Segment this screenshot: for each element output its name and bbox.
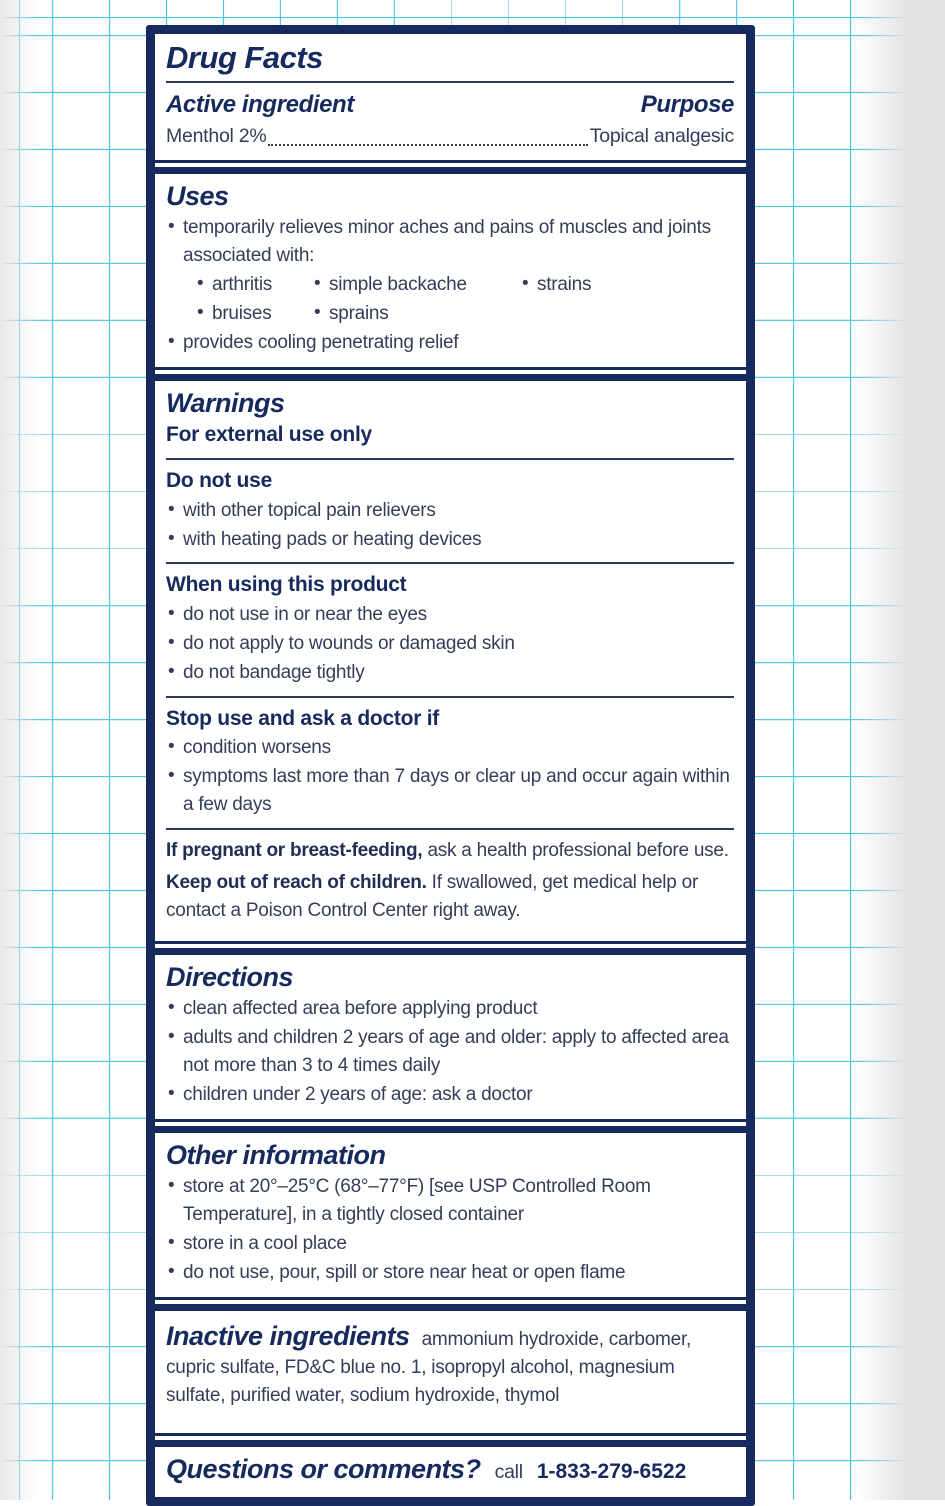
other-information-list (166, 1173, 734, 1287)
section-inactive-ingredients (155, 1311, 746, 1433)
dot-leader (268, 144, 587, 146)
inactive-ingredients-text: ammonium hydroxide, carbomer, cupric sulfate, FD&C blue no. 1, isopropyl alcohol, magnesium sulfate, purified water, sodium hydroxide, thymol (166, 1328, 691, 1406)
pregnancy-warning-bold: If pregnant or breast-feeding, (166, 839, 423, 861)
stop-use-list (166, 734, 734, 819)
section-drug-facts-header (155, 34, 746, 160)
bullet-item: • strains (520, 271, 734, 299)
bullet-item: • do not apply to wounds or damaged skin (166, 630, 734, 658)
uses-sublist-row1 (195, 271, 734, 299)
pregnancy-warning-rest: ask a health professional before use. (422, 839, 729, 861)
drug-facts-label (146, 25, 755, 1506)
uses-list (166, 214, 734, 270)
pregnancy-warning (166, 837, 734, 865)
bullet-item: • simple backache (312, 271, 520, 299)
bullet-item: • arthritis (195, 271, 312, 299)
warnings-rule (166, 696, 734, 698)
purpose-value: Topical analgesic (589, 124, 734, 147)
external-use-note: For external use only (166, 422, 372, 446)
bullet-item: • with other topical pain relievers (166, 497, 734, 525)
section-divider (155, 367, 746, 381)
bullet-item: • store in a cool place (166, 1230, 734, 1258)
questions-row (166, 1453, 686, 1488)
when-using-heading: When using this product (166, 573, 407, 597)
bullet-item: • condition worsens (166, 734, 734, 762)
section-questions (155, 1447, 746, 1497)
directions-list (166, 995, 734, 1109)
warnings-heading: Warnings (166, 387, 285, 418)
bullet-item: • children under 2 years of age: ask a doctor (166, 1081, 734, 1109)
purpose-heading: Purpose (640, 90, 734, 118)
bullet-item: • temporarily relieves minor aches and pains of muscles and joints associated with: (166, 214, 734, 270)
warnings-rule (166, 828, 734, 830)
directions-heading: Directions (166, 961, 294, 992)
section-divider (155, 941, 746, 955)
section-warnings (155, 381, 746, 941)
do-not-use-list (166, 497, 734, 554)
warnings-rule (166, 562, 734, 564)
keep-out-bold: Keep out of reach of children. (166, 871, 427, 893)
questions-heading: Questions or comments? (166, 1453, 481, 1484)
keep-out-of-reach-warning (166, 869, 734, 925)
uses-heading: Uses (166, 180, 229, 211)
drug-facts-title: Drug Facts (166, 40, 323, 75)
section-uses (155, 174, 746, 367)
warnings-rule (166, 458, 734, 460)
bullet-item: • symptoms last more than 7 days or clear up and occur again within a few days (166, 763, 734, 819)
title-underline (166, 81, 734, 83)
call-label: call (494, 1460, 523, 1483)
bullet-item: • sprains (312, 300, 520, 328)
bullet-item: • clean affected area before applying product (166, 995, 734, 1023)
other-information-heading: Other information (166, 1139, 386, 1170)
phone-number: 1-833-279-6522 (536, 1459, 687, 1483)
bullet-item: • do not use in or near the eyes (166, 601, 734, 629)
bullet-item: • bruises (195, 300, 312, 328)
bullet-item: • do not use, pour, spill or store near heat or open flame (166, 1259, 734, 1287)
uses-list-2 (166, 329, 734, 357)
uses-sublist-row2 (195, 300, 734, 328)
do-not-use-heading: Do not use (166, 469, 272, 493)
section-directions (155, 955, 746, 1119)
bullet-item: • provides cooling penetrating relief (166, 329, 734, 357)
bullet-item: • with heating pads or heating devices (166, 526, 734, 554)
keep-out-rest: If swallowed, get medical help or contact a Poison Control Center right away. (166, 871, 699, 921)
stop-use-heading: Stop use and ask a doctor if (166, 706, 440, 730)
section-divider (155, 1119, 746, 1133)
active-ingredient-heading: Active ingredient (166, 90, 354, 118)
when-using-list (166, 601, 734, 687)
inactive-ingredients-paragraph (166, 1320, 734, 1410)
section-divider (155, 160, 746, 174)
section-divider (155, 1433, 746, 1447)
ingredient-purpose-line (166, 122, 734, 151)
section-other-information (155, 1133, 746, 1297)
bullet-item: • store at 20°–25°C (68°–77°F) [see USP Controlled Room Temperature], in a tightly closed container (166, 1173, 734, 1229)
inactive-ingredients-heading: Inactive ingredients (166, 1320, 410, 1351)
active-ingredient-name: Menthol 2% (166, 124, 267, 147)
bullet-item: • adults and children 2 years of age and older: apply to affected area not more than 3 to 4 times daily (166, 1024, 734, 1080)
bullet-item: • do not bandage tightly (166, 659, 734, 687)
section-divider (155, 1297, 746, 1311)
active-ingredient-row (166, 87, 734, 122)
